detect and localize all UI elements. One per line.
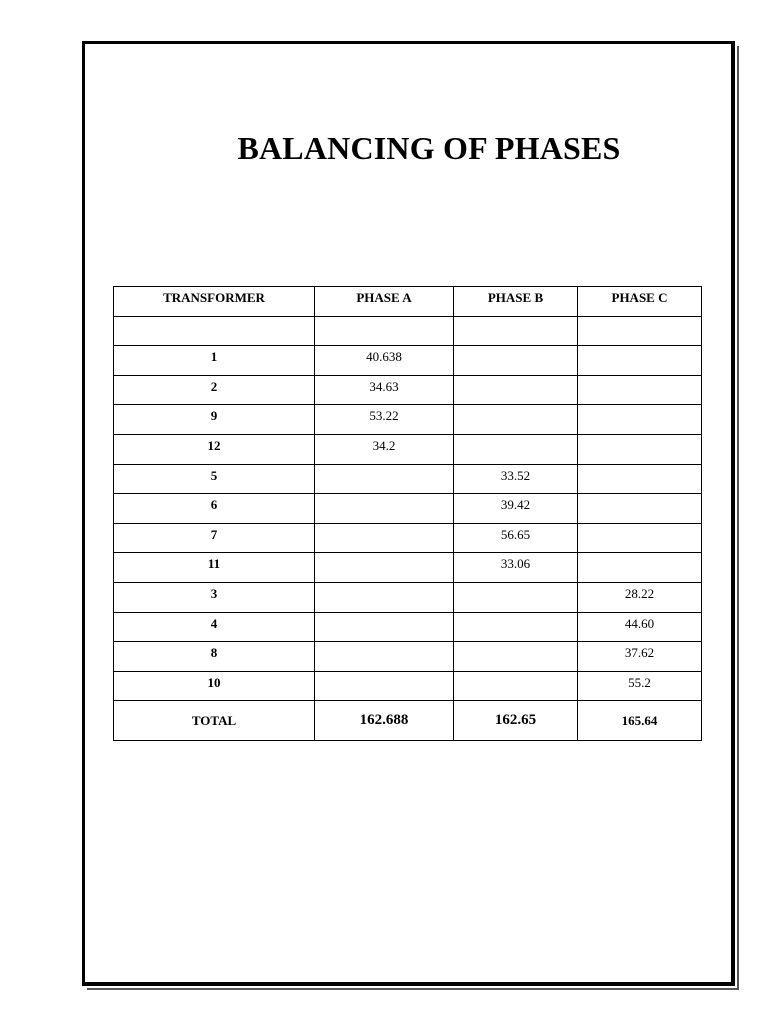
cell-phase-c xyxy=(578,464,702,494)
cell-phase-b xyxy=(454,346,578,376)
cell-phase-a xyxy=(315,523,454,553)
cell-phase-a xyxy=(315,553,454,583)
cell-phase-b xyxy=(454,642,578,672)
cell-transformer: 5 xyxy=(114,464,315,494)
table-row xyxy=(114,642,702,672)
cell-transformer: 7 xyxy=(114,523,315,553)
cell-phase-b xyxy=(454,375,578,405)
cell-phase-c: 55.2 xyxy=(578,671,702,701)
cell-phase-b xyxy=(454,316,578,346)
total-phase-b: 162.65 xyxy=(454,701,578,741)
phases-table xyxy=(113,286,702,741)
header-phase-b: PHASE B xyxy=(454,287,578,317)
table-row xyxy=(114,671,702,701)
total-phase-c: 165.64 xyxy=(578,701,702,741)
total-phase-a: 162.688 xyxy=(315,701,454,741)
cell-phase-c xyxy=(578,553,702,583)
cell-phase-a: 34.2 xyxy=(315,434,454,464)
cell-transformer: 3 xyxy=(114,582,315,612)
table-row xyxy=(114,464,702,494)
total-label: TOTAL xyxy=(114,701,315,741)
cell-transformer: 1 xyxy=(114,346,315,376)
total-row xyxy=(114,701,702,741)
cell-phase-a xyxy=(315,612,454,642)
cell-phase-b: 33.52 xyxy=(454,464,578,494)
cell-phase-a xyxy=(315,582,454,612)
cell-phase-a: 34.63 xyxy=(315,375,454,405)
cell-phase-b: 56.65 xyxy=(454,523,578,553)
header-transformer: TRANSFORMER xyxy=(114,287,315,317)
cell-phase-b xyxy=(454,405,578,435)
cell-phase-c xyxy=(578,346,702,376)
cell-transformer: 6 xyxy=(114,494,315,524)
page-title: BALANCING OF PHASES xyxy=(237,130,621,166)
cell-phase-b xyxy=(454,582,578,612)
cell-phase-a: 40.638 xyxy=(315,346,454,376)
cell-phase-a xyxy=(315,316,454,346)
cell-phase-a xyxy=(315,642,454,672)
cell-phase-c xyxy=(578,405,702,435)
table-row xyxy=(114,375,702,405)
cell-phase-c xyxy=(578,523,702,553)
table-row xyxy=(114,523,702,553)
table-row xyxy=(114,405,702,435)
cell-phase-c xyxy=(578,375,702,405)
cell-transformer: 11 xyxy=(114,553,315,583)
cell-transformer: 2 xyxy=(114,375,315,405)
cell-phase-b xyxy=(454,434,578,464)
cell-phase-a: 53.22 xyxy=(315,405,454,435)
cell-transformer: 8 xyxy=(114,642,315,672)
table-row xyxy=(114,494,702,524)
cell-phase-b: 39.42 xyxy=(454,494,578,524)
cell-phase-b xyxy=(454,671,578,701)
cell-phase-b: 33.06 xyxy=(454,553,578,583)
cell-phase-c: 28.22 xyxy=(578,582,702,612)
cell-phase-a xyxy=(315,464,454,494)
table-row xyxy=(114,346,702,376)
header-phase-c: PHASE C xyxy=(578,287,702,317)
cell-phase-c: 37.62 xyxy=(578,642,702,672)
table-row xyxy=(114,612,702,642)
cell-phase-a xyxy=(315,671,454,701)
cell-transformer: 10 xyxy=(114,671,315,701)
cell-phase-c xyxy=(578,494,702,524)
cell-transformer: 12 xyxy=(114,434,315,464)
cell-phase-c xyxy=(578,434,702,464)
cell-transformer xyxy=(114,316,315,346)
table-header-row xyxy=(114,287,702,317)
header-phase-a: PHASE A xyxy=(315,287,454,317)
cell-phase-c xyxy=(578,316,702,346)
table-row xyxy=(114,582,702,612)
cell-transformer: 9 xyxy=(114,405,315,435)
table-row xyxy=(114,434,702,464)
cell-phase-a xyxy=(315,494,454,524)
cell-transformer: 4 xyxy=(114,612,315,642)
table-row xyxy=(114,553,702,583)
cell-phase-c: 44.60 xyxy=(578,612,702,642)
cell-phase-b xyxy=(454,612,578,642)
table-row xyxy=(114,316,702,346)
